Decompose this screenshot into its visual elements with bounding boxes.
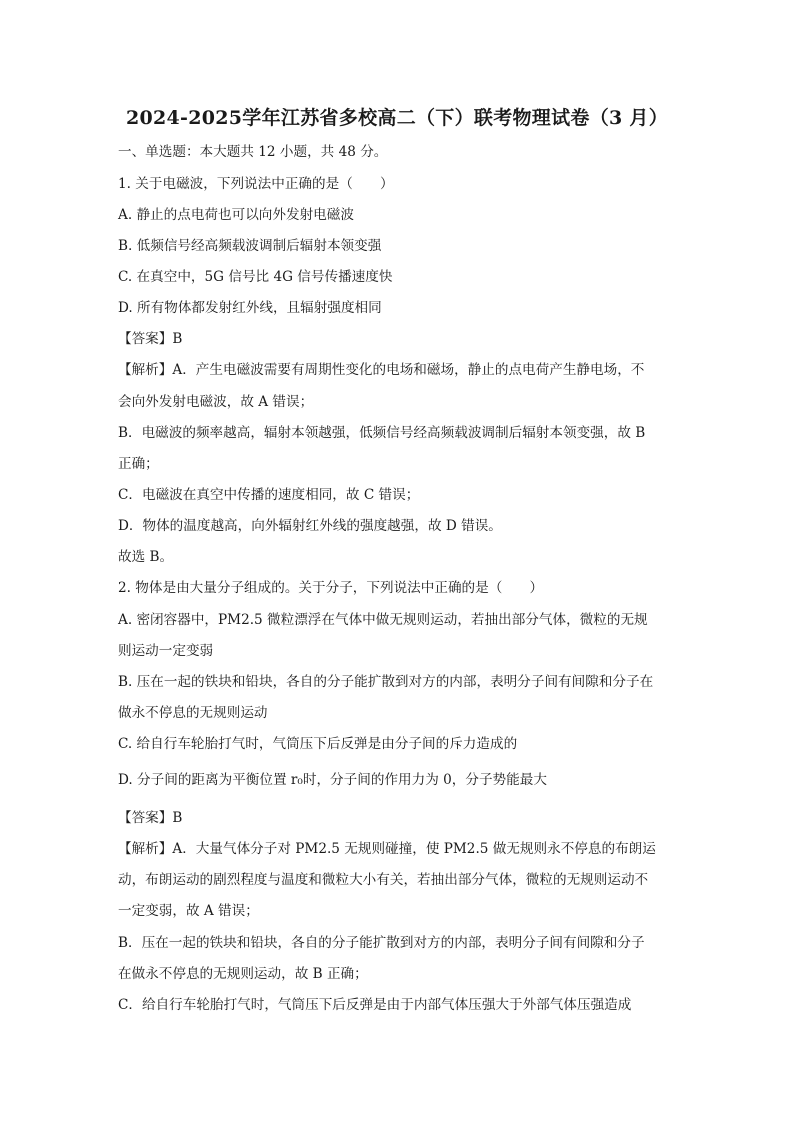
q2-option-d: D. 分子间的距离为平衡位置 r₀时，分子间的作用力为 0，分子势能最大: [118, 772, 547, 788]
q1-option-c: C. 在真空中，5G 信号比 4G 信号传播速度快: [118, 269, 393, 285]
q1-option-b: B. 低频信号经高频载波调制后辐射本领变强: [118, 238, 382, 254]
q2-answer: 【答案】B: [118, 810, 183, 826]
q1-explanation-line: B．电磁波的频率越高，辐射本领越强，低频信号经高频载波调制后辐射本领变强，故 B: [118, 425, 646, 441]
q1-answer: 【答案】B: [118, 331, 183, 347]
q2-explanation-line: 【解析】A．大量气体分子对 PM2.5 无规则碰撞，使 PM2.5 做无规则永不停息的布朗运: [118, 841, 656, 857]
section-heading: 一、单选题：本大题共 12 小题，共 48 分。: [118, 144, 388, 160]
exam-title: 2024-2025学年江苏省多校高二（下）联考物理试卷（3 月）: [125, 107, 669, 129]
q2-option-b-cont: 做永不停息的无规则运动: [118, 705, 268, 721]
q1-stem: 1. 关于电磁波，下列说法中正确的是（ ）: [118, 176, 394, 192]
q1-explanation-line: 正确；: [118, 456, 159, 472]
q2-explanation-line: 动，布朗运动的剧烈程度与温度和微粒大小有关，若抽出部分气体，微粒的无规则运动不: [118, 872, 649, 888]
q2-option-b: B. 压在一起的铁块和铅块，各自的分子能扩散到对方的内部，表明分子间有间隙和分子在: [118, 674, 654, 690]
q2-option-a-cont: 则运动一定变弱: [118, 643, 214, 659]
q1-explanation-line: 【解析】A．产生电磁波需要有周期性变化的电场和磁场，静止的点电荷产生静电场，不: [118, 362, 645, 378]
q2-explanation-line: C．给自行车轮胎打气时，气筒压下后反弹是由于内部气体压强大于外部气体压强造成: [118, 997, 632, 1013]
q1-explanation-line: D．物体的温度越高，向外辐射红外线的强度越强，故 D 错误。: [118, 518, 502, 534]
q1-explanation-line: 故选 B。: [118, 549, 174, 565]
q2-explanation-line: B．压在一起的铁块和铅块，各自的分子能扩散到对方的内部，表明分子间有间隙和分子: [118, 935, 645, 951]
q1-option-a: A. 静止的点电荷也可以向外发射电磁波: [118, 207, 354, 223]
q2-explanation-line: 在做永不停息的无规则运动，故 B 正确；: [118, 966, 368, 982]
q1-option-d: D. 所有物体都发射红外线，且辐射强度相同: [118, 300, 382, 316]
q2-option-c: C. 给自行车轮胎打气时，气筒压下后反弹是由分子间的斥力造成的: [118, 736, 518, 752]
q2-explanation-line: 一定变弱，故 A 错误；: [118, 903, 259, 919]
q1-explanation-line: C．电磁波在真空中传播的速度相同，故 C 错误；: [118, 487, 420, 503]
q2-option-a: A. 密闭容器中，PM2.5 微粒漂浮在气体中做无规则运动，若抽出部分气体，微粒的无规: [118, 612, 648, 628]
q2-stem: 2. 物体是由大量分子组成的。关于分子，下列说法中正确的是（ ）: [118, 580, 544, 596]
q1-explanation-line: 会向外发射电磁波，故 A 错误；: [118, 394, 314, 410]
